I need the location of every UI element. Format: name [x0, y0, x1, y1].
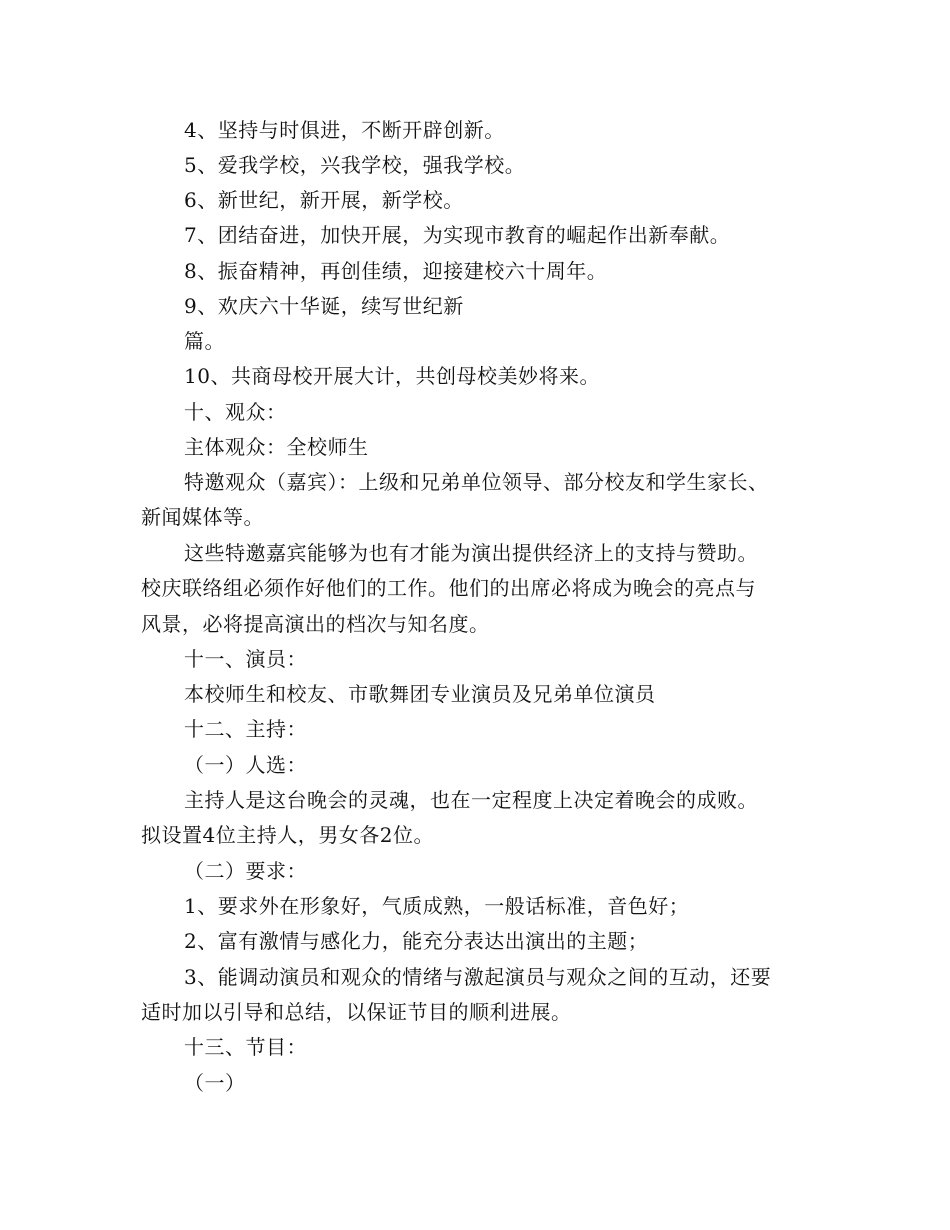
- slogan-6: 6、新世纪，新开展，新学校。: [184, 188, 464, 212]
- guest-audience: 特邀观众（嘉宾）：上级和兄弟单位领导、部分校友和学生家长、: [184, 470, 769, 494]
- requirement-3-continued: 适时加以引导和总结，以保证节目的顺利进展。: [141, 1000, 572, 1024]
- guest-paragraph-line-2: 校庆联络组必须作好他们的工作。他们的出席必将成为晚会的亮点与: [141, 576, 756, 600]
- host-requirements-heading: （二）要求：: [184, 859, 307, 883]
- section-11-heading: 十一、演员：: [184, 647, 307, 671]
- slogan-10: 10、共商母校开展大计，共创母校美妙将来。: [184, 364, 600, 388]
- section-13-heading: 十三、节目：: [184, 1035, 307, 1059]
- slogan-5: 5、爱我学校，兴我学校，强我学校。: [184, 153, 526, 177]
- main-audience: 主体观众：全校师生: [184, 435, 369, 459]
- host-selection-heading: （一）人选：: [184, 753, 307, 777]
- section-10-heading: 十、观众：: [184, 400, 287, 424]
- slogan-4: 4、坚持与时俱进，不断开辟创新。: [184, 118, 505, 142]
- slogan-9-continued: 篇。: [184, 329, 225, 353]
- host-paragraph-line-1: 主持人是这台晚会的灵魂，也在一定程度上决定着晚会的成败。: [184, 788, 758, 812]
- section-12-heading: 十二、主持：: [184, 717, 307, 741]
- requirement-2: 2、富有激情与感化力，能充分表达出演出的主题；: [184, 929, 649, 953]
- slogan-9: 9、欢庆六十华诞，续写世纪新: [184, 294, 464, 318]
- performers: 本校师生和校友、市歌舞团专业演员及兄弟单位演员: [184, 682, 656, 706]
- requirement-3: 3、能调动演员和观众的情绪与激起演员与观众之间的互动，还要: [184, 965, 772, 989]
- guest-audience-continued: 新闻媒体等。: [141, 505, 264, 529]
- requirement-1: 1、要求外在形象好，气质成熟，一般话标准，音色好；: [184, 894, 690, 918]
- guest-paragraph-line-3: 风景，必将提高演出的档次与知名度。: [141, 612, 490, 636]
- slogan-8: 8、振奋精神，再创佳绩，迎接建校六十周年。: [184, 259, 608, 283]
- guest-paragraph-line-1: 这些特邀嘉宾能够为也有才能为演出提供经济上的支持与赞助。: [184, 541, 758, 565]
- host-paragraph-line-2: 拟设置4位主持人，男女各2位。: [141, 823, 434, 847]
- program-part-1-heading: （一）: [184, 1071, 246, 1095]
- slogan-7: 7、团结奋进，加快开展，为实现市教育的崛起作出新奉献。: [184, 223, 731, 247]
